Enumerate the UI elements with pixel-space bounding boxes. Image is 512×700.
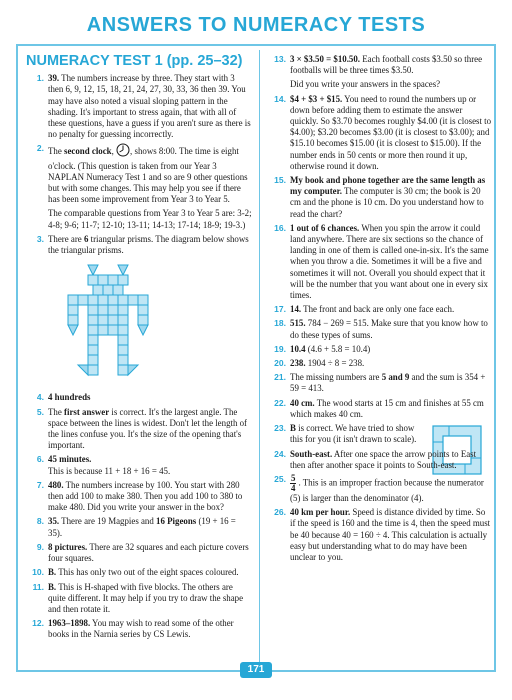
answer-explanation: The wood starts at 15 cm and finishes at 55 cm which makes 40 cm.: [290, 397, 484, 419]
answer-value: 480.: [48, 479, 64, 490]
question-number: 5.: [36, 406, 44, 417]
answer-item-21: [268, 372, 492, 394]
answers-frame: [16, 44, 496, 672]
answer-explanation: is correct. It's the largest angle. The space between the lines is widest. Don't let the length of the lines confuse you. It's the size of the opening that's important.: [48, 406, 248, 451]
question-number: 19.: [274, 343, 286, 354]
answer-explanation: (19 + 16 = 35).: [48, 516, 236, 538]
answer-explanation: (4.6 + 5.8 = 10.4): [305, 343, 371, 354]
question-number: 9.: [36, 541, 44, 552]
answer-item-23: [268, 423, 492, 445]
answer-value: first answer: [64, 406, 110, 417]
question-number: 21.: [274, 372, 286, 383]
answer-explanation: The numbers increase by three. They start with 3 then 6, 9, 12, 15, 18, 21, 24, 27, 30, 33, 36 then 39. You may have also noted a visual sloping pattern in the shading. It's important to stress again, that with all of these questions, have a guess if you aren't sure as there is no penalty for guessing incorrectly.: [48, 73, 251, 140]
clock-icon: [116, 143, 130, 160]
answer-value: 40 km per hour.: [290, 507, 351, 518]
answer-value: 1963–1898.: [48, 618, 91, 629]
answer-value: 35.: [48, 516, 60, 527]
answer-note: The comparable questions from Year 3 to Year 5 are: 3-2; 4-8; 9-6; 11-7; 12-10; 13-11; 14-13; 17-14; 18-9; 19-3.): [48, 208, 252, 230]
answer-explanation: This is H-shaped with five blocks. The others are quite different. It may help if you try to draw the shape and then rotate it.: [48, 581, 244, 614]
answer-text: ,: [111, 146, 117, 157]
answer-value: 4 hundreds: [48, 392, 91, 403]
answer-value: 6: [83, 233, 89, 244]
answer-explanation: There are 32 squares and each picture covers four squares.: [48, 541, 249, 564]
answer-item-12: [26, 618, 252, 640]
question-number: 14.: [274, 93, 286, 104]
answer-item-18: [268, 318, 492, 340]
question-number: 2.: [36, 143, 44, 154]
fraction-numerator: 5: [291, 472, 296, 483]
answer-item-20: [268, 358, 492, 369]
answer-value: 14.: [290, 304, 302, 315]
answer-explanation: The computer is 30 cm; the book is 20 cm and the phone is 10 cm. Do you understand how to read the chart?: [290, 186, 484, 219]
test-title: NUMERACY TEST 1 (pp. 25–32): [26, 53, 243, 69]
question-number: 15.: [274, 175, 286, 186]
answer-explanation: Speed is distance divided by time. So if the speed is 160 and the time is 4, then the speed must be 40 because 40 = 160 ÷ 4. This calculation is actually easy but understanding what to do may have been unclear to you.: [290, 507, 491, 562]
question-number: 22.: [274, 397, 286, 408]
answer-item-15: [268, 175, 492, 220]
answer-item-11: [26, 582, 252, 616]
answer-value: 16 Pigeons: [156, 516, 197, 527]
answer-value: $4 + $3 + $15.: [290, 93, 343, 104]
question-number: 16.: [274, 222, 286, 233]
answer-value: 45 minutes.: [48, 454, 92, 465]
answer-text: The missing numbers are: [290, 372, 382, 383]
answer-item-26: [268, 507, 492, 563]
question-number: 25.: [274, 473, 286, 484]
answer-text: There are 19 Magpies and: [59, 516, 157, 527]
answer-value: 3 × $3.50 = $10.50.: [290, 54, 361, 64]
question-number: 12.: [32, 618, 44, 629]
answer-value: South-east.: [290, 448, 333, 459]
question-number: 6.: [36, 454, 44, 465]
question-number: 11.: [32, 581, 44, 592]
answer-item-8: [26, 516, 252, 538]
answer-item-3: [26, 234, 252, 256]
question-number: 17.: [274, 304, 286, 315]
answer-value: 515.: [290, 318, 306, 329]
answer-item-14: [268, 94, 492, 172]
answer-item-7: [26, 480, 252, 514]
answer-explanation: 784 − 269 = 515. Make sure that you know how to do these types of sums.: [290, 318, 488, 340]
answer-explanation: 1904 ÷ 8 = 238.: [305, 358, 365, 369]
question-number: 7.: [36, 479, 44, 490]
fraction-answer: [290, 474, 296, 493]
answer-explanation: Each football costs $3.50 so three footballs will be three times $3.50.: [290, 54, 483, 76]
question-number: 10.: [32, 567, 44, 578]
answer-text: The: [48, 406, 65, 417]
answer-item-19: [268, 344, 492, 355]
fraction-denominator: 4: [291, 482, 296, 493]
answer-value: B.: [48, 581, 57, 592]
question-number: 18.: [274, 318, 286, 329]
answer-item-4: [26, 392, 252, 403]
question-number: 8.: [36, 516, 44, 527]
answer-item-5: [26, 407, 252, 452]
answer-explanation: The numbers increase by 100. You start with 280 then add 100 to make 380. Then you add 100 to 380 to make 480. Did you write your answer in the box?: [48, 479, 243, 513]
answer-item-10: [26, 567, 252, 578]
answer-item-1: [26, 73, 252, 140]
answer-value: 238.: [290, 358, 306, 369]
answer-value: 10.4: [290, 343, 306, 354]
page-header: ANSWERS TO NUMERACY TESTS: [86, 14, 426, 36]
answer-item-13: [268, 54, 492, 91]
question-number: 23.: [274, 423, 286, 434]
answer-value: 40 cm.: [290, 397, 315, 408]
question-number: 20.: [274, 358, 286, 369]
answer-explanation: You may wish to read some of the other books in the Narnia series by CS Lewis.: [48, 618, 234, 640]
triangular-prisms-figure: [48, 263, 178, 383]
answer-explanation: You need to round the numbers up or down before adding them to estimate the answer quickly. So $3.70 becomes roughly $4.00 (it is closest to $4.00); $3.20 becomes $3.00 (it is closest to $3.00); and $15.10 becomes $15.00 (it is closest to $15.00). If the number ends in 50 cents or more then round it up, otherwise round it down.: [290, 93, 492, 171]
question-number: 13.: [274, 54, 286, 64]
column-divider: [259, 50, 260, 666]
answer-value: 8 pictures.: [48, 541, 88, 552]
answer-note: Did you write your answers in the spaces?: [290, 79, 441, 90]
answer-explanation: is correct. We have tried to show this for you (it isn't drawn to scale).: [290, 423, 417, 445]
answer-text: The: [48, 146, 65, 157]
answer-explanation: triangular prisms. The diagram below shows the triangular prisms.: [48, 233, 249, 256]
answer-value: My book and phone together are the same length as my computer.: [290, 175, 486, 197]
question-number: 1.: [36, 73, 44, 84]
answer-explanation: . This is an improper fraction because the numerator (5) is larger than the denominator (4).: [290, 477, 484, 503]
answer-item-17: [268, 304, 492, 315]
answer-text: There are: [48, 233, 84, 244]
answer-value: B: [290, 423, 296, 434]
answer-item-2: [26, 143, 252, 230]
answer-explanation: This has only two out of the eight spaces coloured.: [56, 567, 239, 578]
answer-value: 5 and 9: [381, 372, 410, 383]
answer-value: 1 out of 6 chances.: [290, 222, 360, 233]
question-number: 4.: [36, 392, 44, 403]
answer-item-6: [26, 454, 252, 476]
answer-explanation: and the sum is 354 + 59 = 413.: [290, 372, 486, 394]
page-number: 171: [240, 662, 272, 678]
answer-item-22: [268, 398, 492, 420]
question-number: 3.: [36, 233, 44, 244]
answer-value: B.: [48, 567, 57, 578]
left-column: [26, 53, 252, 644]
answer-explanation: When you spin the arrow it could land anywhere. There are six sections so the chance of landing in one of them is called one-in-six. It's the same when you throw a die. Sometimes it will be a five and sometimes it will not. Overall you should expect that it will be the number that you want about one in every six times.: [290, 222, 489, 301]
answer-item-16: [268, 223, 492, 301]
answer-explanation: The front and back are only one face each.: [301, 304, 455, 315]
answer-value: 39.: [48, 73, 60, 84]
answer-explanation: , shows 8:00. The time is eight o'clock. (This question is taken from our Year 3 NAPLAN Numeracy Test 1 and so are 9 other questions but with some changes. This may help you see if there has been some improvement from Year 3 to Year 5.: [48, 146, 248, 205]
answer-value: second clock: [64, 146, 112, 157]
answer-explanation: This is because 11 + 18 + 16 = 45.: [48, 465, 171, 476]
answer-item-25: [268, 474, 492, 504]
answer-item-9: [26, 542, 252, 564]
answer-item-24: [268, 449, 492, 471]
question-number: 24.: [274, 448, 286, 459]
answer-explanation: After one space the arrow points to East then after another space it points to South-east.: [290, 448, 477, 470]
question-number: 26.: [274, 507, 286, 518]
right-column: [268, 54, 492, 566]
